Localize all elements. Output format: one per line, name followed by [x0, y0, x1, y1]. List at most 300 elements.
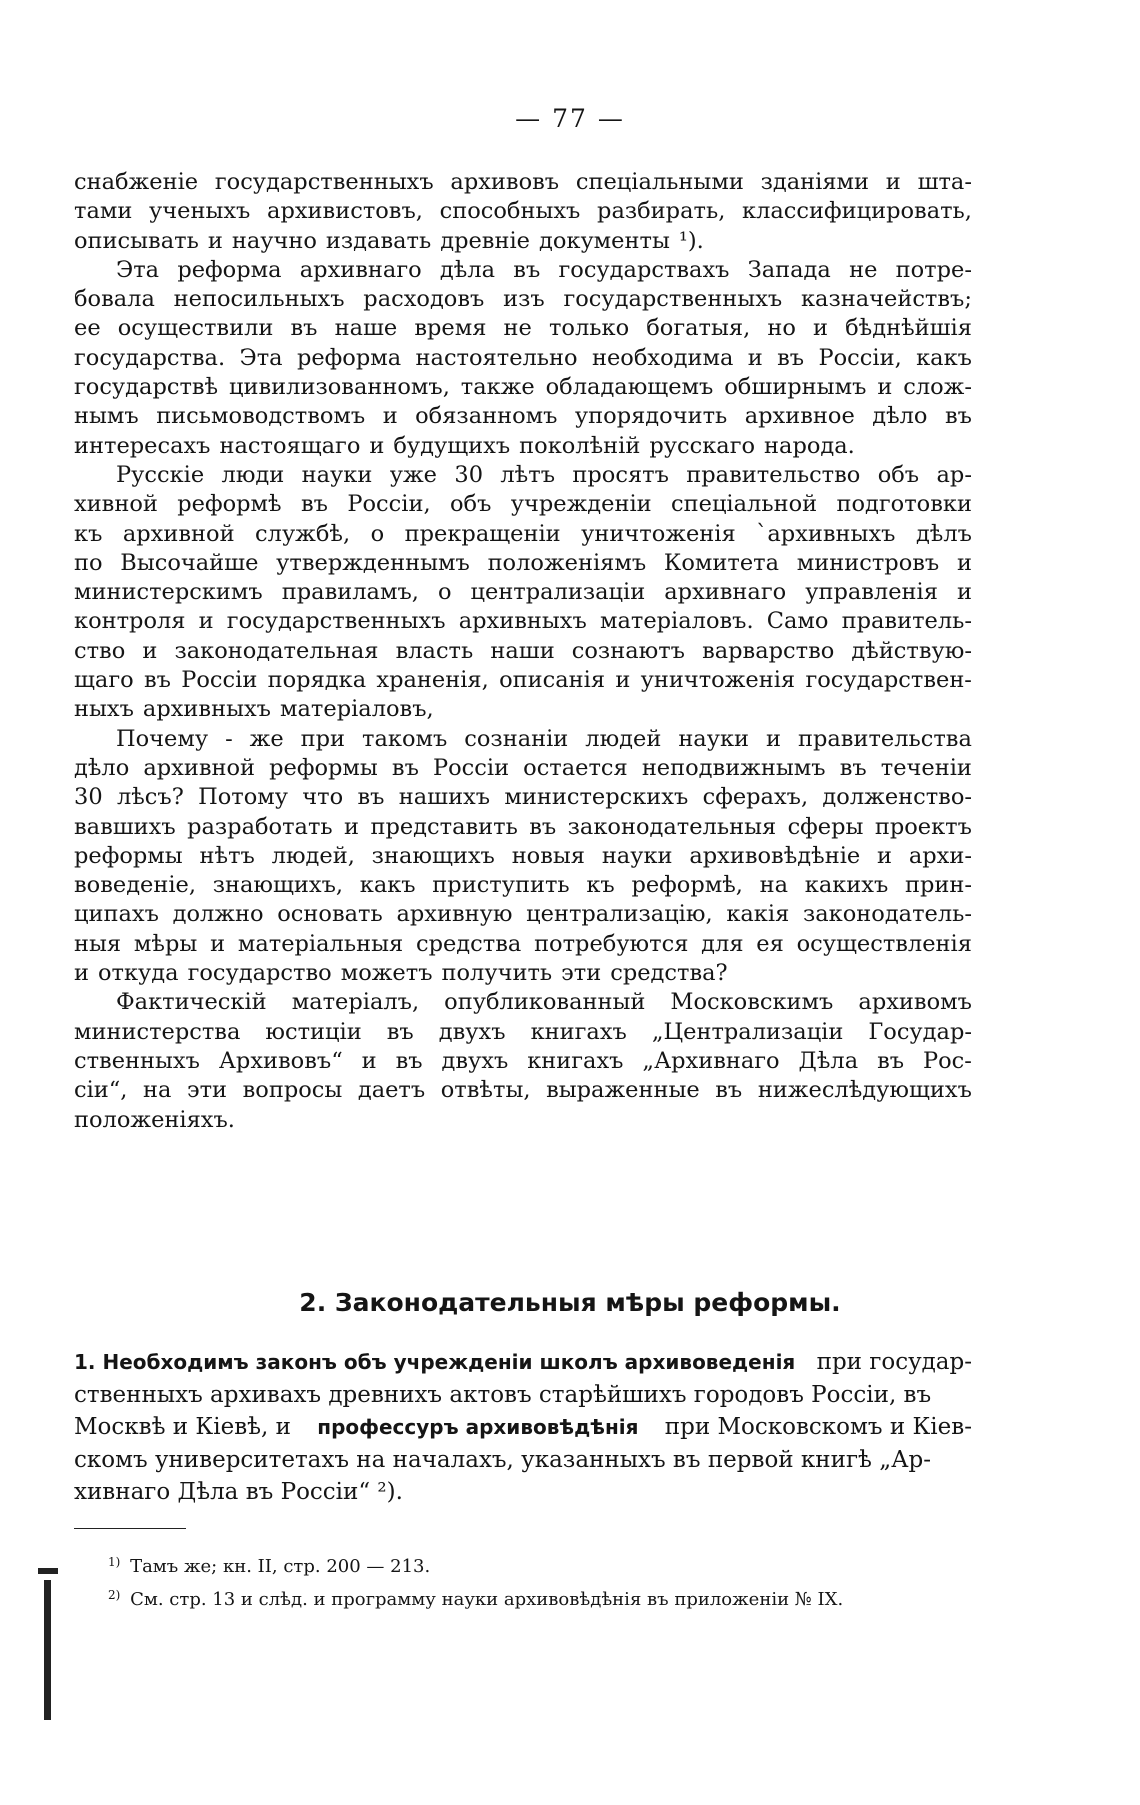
word: цивилизованномъ, [229, 374, 450, 401]
word: обширнымъ [724, 374, 867, 401]
word: и [766, 725, 781, 752]
word: о [437, 579, 452, 606]
item-1-line [74, 1379, 972, 1412]
word: непосильныхъ [173, 286, 345, 313]
word: лѣсъ? [116, 784, 184, 811]
word: и [198, 608, 214, 635]
word: описывать [74, 227, 199, 254]
word: Россіи [432, 754, 510, 781]
word: утвержденнымъ [276, 549, 470, 576]
word: министерства [74, 1018, 241, 1045]
word: какія [726, 901, 790, 928]
word: приступить [432, 872, 570, 899]
word: и [74, 960, 89, 987]
text-line [74, 813, 972, 842]
word: ар- [936, 461, 972, 488]
word: эти [187, 1077, 228, 1104]
word: классифицировать, [742, 198, 972, 225]
word: государственныхъ [226, 608, 446, 635]
word: въ [301, 491, 328, 518]
word: архивное [744, 403, 855, 430]
word: и [142, 637, 158, 664]
word: время [414, 315, 487, 342]
item-1-text: Москвѣ и Кіевѣ, и [74, 1414, 291, 1441]
word: сознаніи [464, 725, 569, 752]
text-line [74, 227, 972, 256]
word: и [382, 403, 398, 430]
word: централизацію, [526, 901, 713, 928]
word: осуществленія [796, 930, 972, 957]
text-line [74, 988, 972, 1017]
word: Эта [239, 344, 283, 371]
word: разработать [187, 813, 333, 840]
word: сферы [787, 813, 864, 840]
word: ныхъ [74, 696, 134, 723]
item-1-line [74, 1476, 972, 1509]
word: также [460, 374, 535, 401]
word: въ [391, 754, 419, 781]
word: вопросы [242, 1077, 343, 1104]
word: настоящаго [219, 432, 361, 459]
word: правительство [686, 461, 861, 488]
word: положеніяхъ. [74, 1106, 235, 1133]
word: „Централизаціи [651, 1018, 844, 1045]
word: Фактическій [116, 989, 267, 1016]
footnote-ref: 2) [108, 1588, 121, 1602]
item-1-bold-phrase: профессуръ архивовѣдѣнія [317, 1415, 639, 1440]
word: дѣла [439, 256, 496, 283]
word: матеріалъ, [291, 989, 420, 1016]
word: издавать [325, 227, 432, 254]
word: и [956, 579, 972, 606]
word: проектъ [874, 813, 972, 840]
word: министерскимъ [74, 579, 263, 606]
word: и [957, 549, 972, 576]
word: дѣйствую- [851, 637, 972, 664]
word: такомъ [362, 725, 448, 752]
word: государствѣ [74, 374, 219, 401]
word: реформѣ [177, 491, 282, 518]
text-line [74, 168, 972, 197]
word: Русскіе [116, 461, 205, 488]
word: Дѣла [798, 1047, 859, 1074]
word: въ [777, 344, 805, 371]
word: новыя [511, 842, 585, 869]
word: архивомъ [858, 989, 972, 1016]
word: слож- [903, 374, 972, 401]
word: науки [301, 461, 373, 488]
word: средства? [610, 960, 728, 987]
word: въ [513, 256, 541, 283]
word: Рос- [922, 1047, 972, 1074]
text-line [74, 900, 972, 929]
word: Россіи, [347, 491, 431, 518]
word: государства. [74, 344, 226, 371]
word: службѣ, [255, 520, 351, 547]
word: лѣтъ [500, 461, 556, 488]
word: основать [277, 901, 383, 928]
word: о [370, 520, 385, 547]
body-text [74, 168, 972, 1135]
word: и [369, 432, 385, 459]
text-line [74, 314, 972, 343]
word: власть [395, 637, 474, 664]
word: какъ [359, 872, 416, 899]
word: къ [74, 520, 103, 547]
word: потре- [895, 256, 972, 283]
word: Эта [116, 256, 160, 283]
scan-edge-mark [38, 1568, 58, 1574]
word: законодательныя [567, 813, 777, 840]
section-heading: 2. Законодательныя мѣры реформы. [299, 1288, 841, 1317]
word: реформѣ, [631, 872, 743, 899]
word: контроля [74, 608, 186, 635]
text-line [74, 607, 972, 636]
word: двухъ [438, 1018, 506, 1045]
word: архивнаго [664, 579, 787, 606]
word: `архивныхъ [756, 520, 896, 547]
word: архивную [396, 901, 513, 928]
word: люди [221, 461, 285, 488]
word: Комитета [663, 549, 780, 576]
word: какъ [916, 344, 972, 371]
word: для [701, 930, 744, 957]
word: сіи“, [74, 1077, 128, 1104]
word: не [849, 256, 878, 283]
word: и [885, 169, 901, 195]
word: реформы [74, 842, 183, 869]
word: въ [386, 1018, 414, 1045]
word: на [759, 872, 789, 899]
word: упорядочить [574, 403, 728, 430]
footnote-text: Тамъ же; кн. II, стр. 200 — 213. [130, 1556, 431, 1577]
word: ство [74, 637, 126, 664]
word: нашихъ [398, 784, 491, 811]
text-line [74, 930, 972, 959]
word: не [503, 315, 532, 342]
word: знающихъ [371, 842, 495, 869]
word: изъ [503, 286, 545, 313]
footnote-text: См. стр. 13 и слѣд. и программу науки архивовѣдѣнія въ приложеніи № IX. [130, 1589, 844, 1610]
word: книгахъ [530, 1018, 627, 1045]
word: въ [839, 754, 867, 781]
word: воведеніе, [74, 872, 197, 899]
word: - [225, 725, 233, 752]
word: долженство- [822, 784, 972, 811]
item-1-line [74, 1444, 972, 1477]
word: способныхъ [439, 198, 581, 225]
word: ее [74, 315, 101, 342]
word: и [207, 227, 223, 254]
word: Московскимъ [670, 989, 834, 1016]
word: спеціальными [575, 169, 744, 195]
item-1-text: ственныхъ архивахъ древнихъ актовъ старѣйшихъ городовъ Россіи, въ [74, 1381, 932, 1408]
word: законодательная [174, 637, 379, 664]
text-line [74, 402, 972, 431]
word: министровъ [796, 549, 940, 576]
word: ¹). [678, 227, 704, 254]
word: знающихъ, [212, 872, 344, 899]
word: архивнаго [299, 256, 422, 283]
word: бѣднѣйшія [845, 315, 972, 342]
text-line [74, 432, 972, 461]
word: сознаютъ [571, 637, 685, 664]
word: положеніямъ [487, 549, 647, 576]
word: можетъ [340, 960, 433, 987]
word: науки [601, 842, 673, 869]
word: въ [357, 784, 385, 811]
word: щаго [74, 667, 134, 694]
word: въ [395, 1047, 423, 1074]
word: получить [441, 960, 553, 987]
word: правительства [797, 725, 972, 752]
word: юстиціи [265, 1018, 362, 1045]
item-1-line [74, 1411, 972, 1444]
word: должно [172, 901, 264, 928]
word: и [361, 1047, 377, 1074]
word: поколѣній [519, 432, 641, 459]
word: какихъ [804, 872, 889, 899]
item-1-line [74, 1346, 972, 1379]
word: въ [944, 403, 972, 430]
word: 30 [74, 784, 103, 811]
word: ея [756, 930, 784, 957]
word: подготовки [836, 491, 972, 518]
word: и [344, 813, 360, 840]
scan-edge-mark [44, 1580, 51, 1720]
word: же [249, 725, 284, 752]
word: но [767, 315, 796, 342]
text-line [74, 344, 972, 373]
item-1-text: при Московскомъ и Кіев- [664, 1414, 972, 1441]
word: только [548, 315, 630, 342]
word: дѣло [872, 403, 928, 430]
word: настоятельно [415, 344, 578, 371]
item-1-paragraph [74, 1346, 972, 1509]
footnote-2 [108, 1581, 843, 1614]
word: неподвижнымъ [641, 754, 826, 781]
word: ныя [74, 930, 122, 957]
word: уже [389, 461, 437, 488]
word: дѣлъ [915, 520, 972, 547]
text-line [74, 490, 972, 519]
word: необходима [591, 344, 734, 371]
word: къ [586, 872, 615, 899]
text-line [74, 285, 972, 314]
word: ципахъ [74, 901, 159, 928]
word: централизаціи [470, 579, 646, 606]
word: матеріаловъ. [599, 608, 754, 635]
word: архивной [143, 754, 256, 781]
text-line [74, 783, 972, 812]
word: и [877, 374, 893, 401]
word: Запада [747, 256, 831, 283]
word: представить [370, 813, 518, 840]
word: тами [74, 198, 133, 225]
word: казначействъ; [800, 286, 972, 313]
text-line [74, 871, 972, 900]
word: архи- [908, 842, 972, 869]
text-line [74, 1106, 972, 1135]
word: обязанномъ [415, 403, 558, 430]
word: будущихъ [393, 432, 511, 459]
word: храненія, [376, 667, 489, 694]
text-line [74, 1076, 972, 1105]
text-line [74, 197, 972, 226]
word: описанія [499, 667, 606, 694]
word: министерскихъ [504, 784, 689, 811]
item-1-text: хивнаго Дѣла въ Россіи“ ²). [74, 1479, 403, 1506]
word: нижеслѣдующихъ [757, 1077, 972, 1104]
word: осуществили [117, 315, 274, 342]
word: богатыя, [646, 315, 751, 342]
word: „Архивнаго [642, 1047, 780, 1074]
word: потребуются [534, 930, 689, 957]
word: ственныхъ [74, 1047, 200, 1074]
word: учрежденіи [510, 491, 652, 518]
word: прекращеніи [404, 520, 561, 547]
text-line [74, 959, 972, 988]
word: архивныхъ [458, 608, 587, 635]
text-line [74, 520, 972, 549]
text-line [74, 637, 972, 666]
word: реформы [269, 754, 378, 781]
word: просятъ [572, 461, 669, 488]
word: наше [334, 315, 398, 342]
word: нымъ [74, 403, 139, 430]
word: средства [415, 930, 522, 957]
word: реформа [177, 256, 282, 283]
word: Архивовъ“ [218, 1047, 343, 1074]
text-line [74, 695, 972, 724]
word: научно [231, 227, 317, 254]
word: шта- [917, 169, 972, 195]
word: и [813, 315, 828, 342]
word: Само [766, 608, 829, 635]
word: даетъ [357, 1077, 426, 1104]
word: Потому [198, 784, 288, 811]
word: мѣры [133, 930, 198, 957]
word: опубликованный [444, 989, 646, 1016]
word: прин- [904, 872, 972, 899]
word: при [300, 725, 346, 752]
word: откуда [98, 960, 179, 987]
word: интересахъ [74, 432, 211, 459]
word: архивныхъ [142, 696, 272, 723]
word: расходовъ [363, 286, 485, 313]
word: снабженіе [74, 169, 199, 195]
text-line [74, 1047, 972, 1076]
word: управленія [805, 579, 938, 606]
word: 30 [454, 461, 484, 488]
word: сферахъ, [702, 784, 809, 811]
word: нѣтъ [199, 842, 255, 869]
word: что [302, 784, 344, 811]
word: разбирать, [597, 198, 726, 225]
word: и [877, 842, 893, 869]
word: наши [490, 637, 555, 664]
word: законодатель- [802, 901, 972, 928]
word: правитель- [841, 608, 972, 635]
word: въ [877, 1047, 905, 1074]
text-line [74, 754, 972, 783]
word: объ [449, 491, 492, 518]
word: народа. [764, 432, 855, 459]
word: и [210, 930, 226, 957]
word: государство [187, 960, 332, 987]
word: архивистовъ, [267, 198, 423, 225]
word: спеціальной [671, 491, 818, 518]
word: документы [538, 227, 670, 254]
word: порядка [267, 667, 367, 694]
word: уничтоженія [640, 667, 796, 694]
word: правиламъ, [281, 579, 419, 606]
text-line [74, 373, 972, 402]
word: двухъ [441, 1047, 509, 1074]
item-1-text: скомъ университетахъ на началахъ, указанныхъ въ первой книгѣ „Ар- [74, 1446, 932, 1473]
word: теченіи [880, 754, 972, 781]
word: объ [877, 461, 920, 488]
page-number: — 77 — [515, 104, 625, 133]
word: въ [143, 667, 171, 694]
word: людей [585, 725, 662, 752]
word: отвѣты, [440, 1077, 531, 1104]
word: вавшихъ [74, 813, 176, 840]
word: и [615, 667, 631, 694]
word: зданіями [760, 169, 870, 195]
word: древніе [440, 227, 530, 254]
word: по [74, 549, 103, 576]
word: государствахъ [558, 256, 730, 283]
word: людей, [271, 842, 355, 869]
word: архивной [122, 520, 235, 547]
footnote-1 [108, 1548, 843, 1581]
item-1-bold-lead: 1. Необходимъ законъ объ учрежденіи школъ архивоведенія [74, 1350, 796, 1374]
word: книгахъ [527, 1047, 624, 1074]
word: государствен- [805, 667, 972, 694]
text-line [74, 256, 972, 285]
word: реформа [296, 344, 402, 371]
text-line [74, 549, 972, 578]
word: Россіи, [818, 344, 902, 371]
word: матеріальныя [237, 930, 404, 957]
word: архивовъ [450, 169, 560, 195]
word: на [143, 1077, 172, 1104]
word: бовала [74, 286, 155, 313]
word: и [747, 344, 763, 371]
word: выраженные [546, 1077, 700, 1104]
word: хивной [74, 491, 158, 518]
word: въ [290, 315, 318, 342]
word: Высочайше [120, 549, 259, 576]
word: уничтоженія [581, 520, 736, 547]
word: въ [715, 1077, 743, 1104]
word: Россіи [181, 667, 258, 694]
item-1-text: при государ- [816, 1349, 972, 1375]
word: варварство [702, 637, 835, 664]
word: дѣло [74, 754, 130, 781]
text-line [74, 842, 972, 871]
word: архивовѣдѣніе [689, 842, 861, 869]
word: остается [523, 754, 628, 781]
word: государственныхъ [563, 286, 783, 313]
footnotes [108, 1548, 843, 1614]
word: матеріаловъ, [280, 696, 434, 723]
text-line [74, 578, 972, 607]
word: государственныхъ [214, 169, 434, 195]
footnote-rule [74, 1528, 186, 1529]
word: письмоводствомъ [156, 403, 366, 430]
